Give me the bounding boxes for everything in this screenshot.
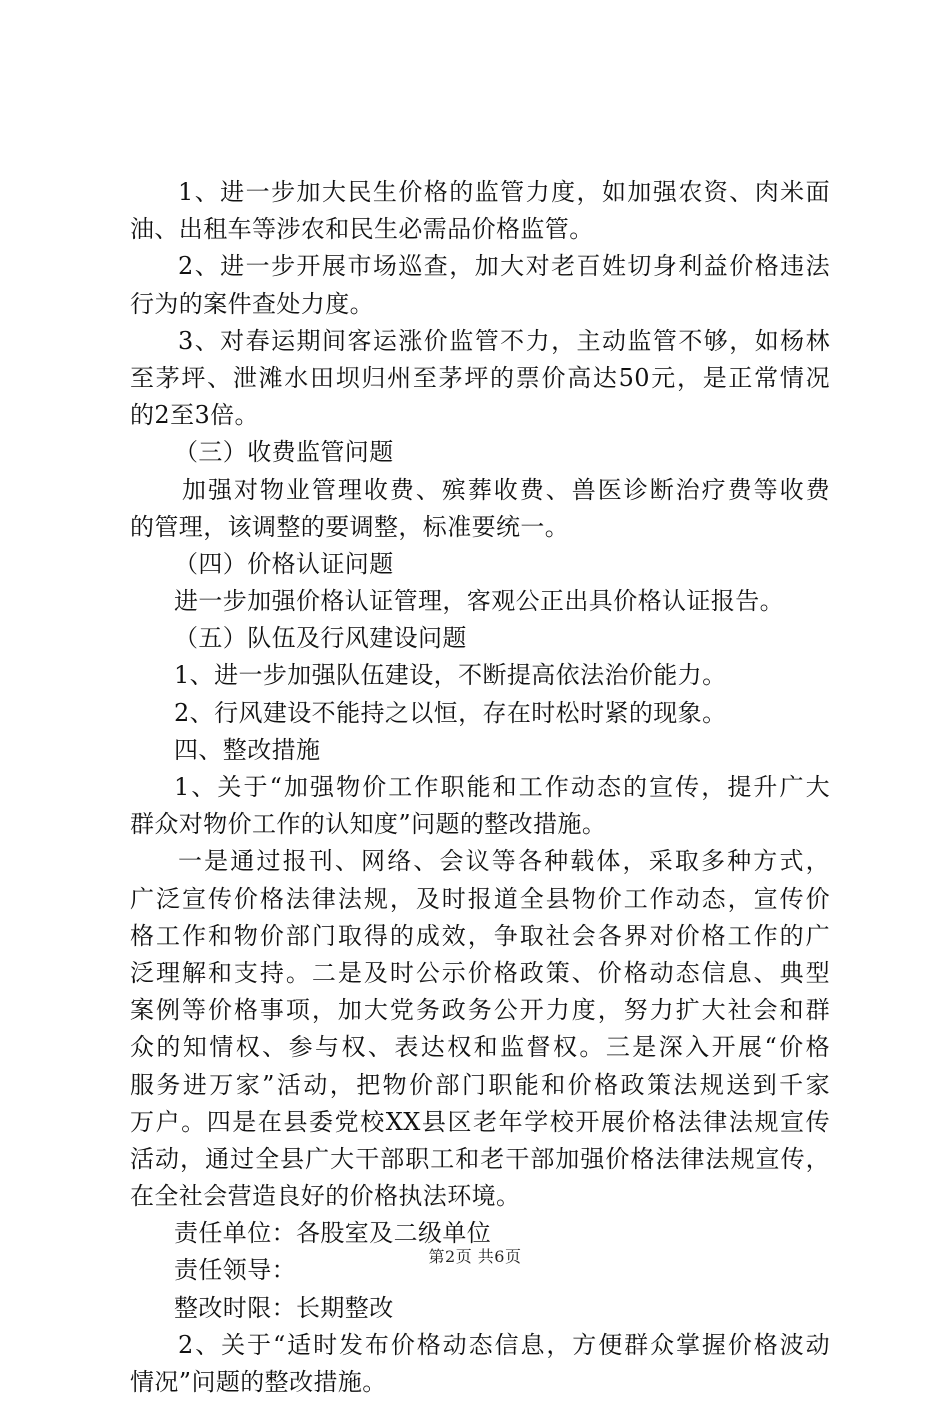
- text-line: （五）队伍及行风建设问题: [174, 624, 467, 653]
- text-line: 加强对物业管理收费、殡葬收费、兽医诊断治疗费等收费: [182, 475, 830, 504]
- text-line: 1、进一步加强队伍建设，不断提高依法治价能力。: [174, 661, 727, 690]
- text-line: 情况”问题的整改措施。: [130, 1368, 387, 1396]
- page-footer: 第2页 共6页: [428, 1247, 522, 1266]
- text-line: 一是通过报刊、网络、会议等各种载体，采取多种方式，: [178, 847, 830, 876]
- text-line: 众的知情权、参与权、表达权和监督权。三是深入开展“价格: [130, 1033, 830, 1062]
- text-line: 1、关于“加强物价工作职能和工作动态的宣传，提升广大: [174, 773, 830, 801]
- text-line: 的管理，该调整的要调整，标准要统一。: [130, 512, 570, 541]
- document-body: [130, 174, 830, 1401]
- text-line: （三）收费监管问题: [174, 438, 394, 467]
- text-line: 2、行风建设不能持之以恒，存在时松时紧的现象。: [174, 698, 727, 727]
- text-line: 整改时限：长期整改: [174, 1293, 394, 1322]
- text-line: 万户。四是在县委党校XX县区老年学校开展价格法律法规宣传: [130, 1107, 830, 1136]
- text-line: 责任领导：: [174, 1256, 296, 1285]
- text-line: 2、关于“适时发布价格动态信息，方便群众掌握价格波动: [178, 1330, 830, 1359]
- text-line: 格工作和物价部门取得的成效，争取社会各界对价格工作的广: [130, 921, 830, 950]
- text-line: 至茅坪、泄滩水田坝归州至茅坪的票价高达50元，是正常情况: [130, 363, 830, 392]
- text-line: 1、进一步加大民生价格的监管力度，如加强农资、肉米面: [178, 178, 830, 206]
- text-line: 2、进一步开展市场巡查，加大对老百姓切身利益价格违法: [178, 252, 830, 281]
- text-line: 四、整改措施: [174, 735, 321, 764]
- text-line: 的2至3倍。: [130, 401, 259, 430]
- text-line: 活动，通过全县广大干部职工和老干部加强价格法律法规宣传，: [130, 1144, 830, 1173]
- text-line: 广泛宣传价格法律法规，及时报道全县物价工作动态，宣传价: [130, 884, 830, 913]
- text-line: 3、对春运期间客运涨价监管不力，主动监管不够，如杨林: [178, 326, 830, 355]
- text-line: 泛理解和支持。二是及时公示价格政策、价格动态信息、典型: [130, 958, 830, 987]
- text-line: 服务进万家”活动，把物价部门职能和价格政策法规送到千家: [130, 1070, 830, 1099]
- text-line: 责任单位：各股室及二级单位: [174, 1219, 492, 1248]
- text-line: 油、出租车等涉农和民生必需品价格监管。: [130, 215, 594, 244]
- text-line: 在全社会营造良好的价格执法环境。: [130, 1182, 521, 1211]
- text-line: 行为的案件查处力度。: [130, 289, 374, 318]
- text-line: 案例等价格事项，加大党务政务公开力度，努力扩大社会和群: [130, 996, 830, 1025]
- text-line: （四）价格认证问题: [174, 549, 394, 578]
- text-line: 群众对物价工作的认知度”问题的整改措施。: [130, 810, 607, 839]
- text-line: 进一步加强价格认证管理，客观公正出具价格认证报告。: [174, 587, 784, 616]
